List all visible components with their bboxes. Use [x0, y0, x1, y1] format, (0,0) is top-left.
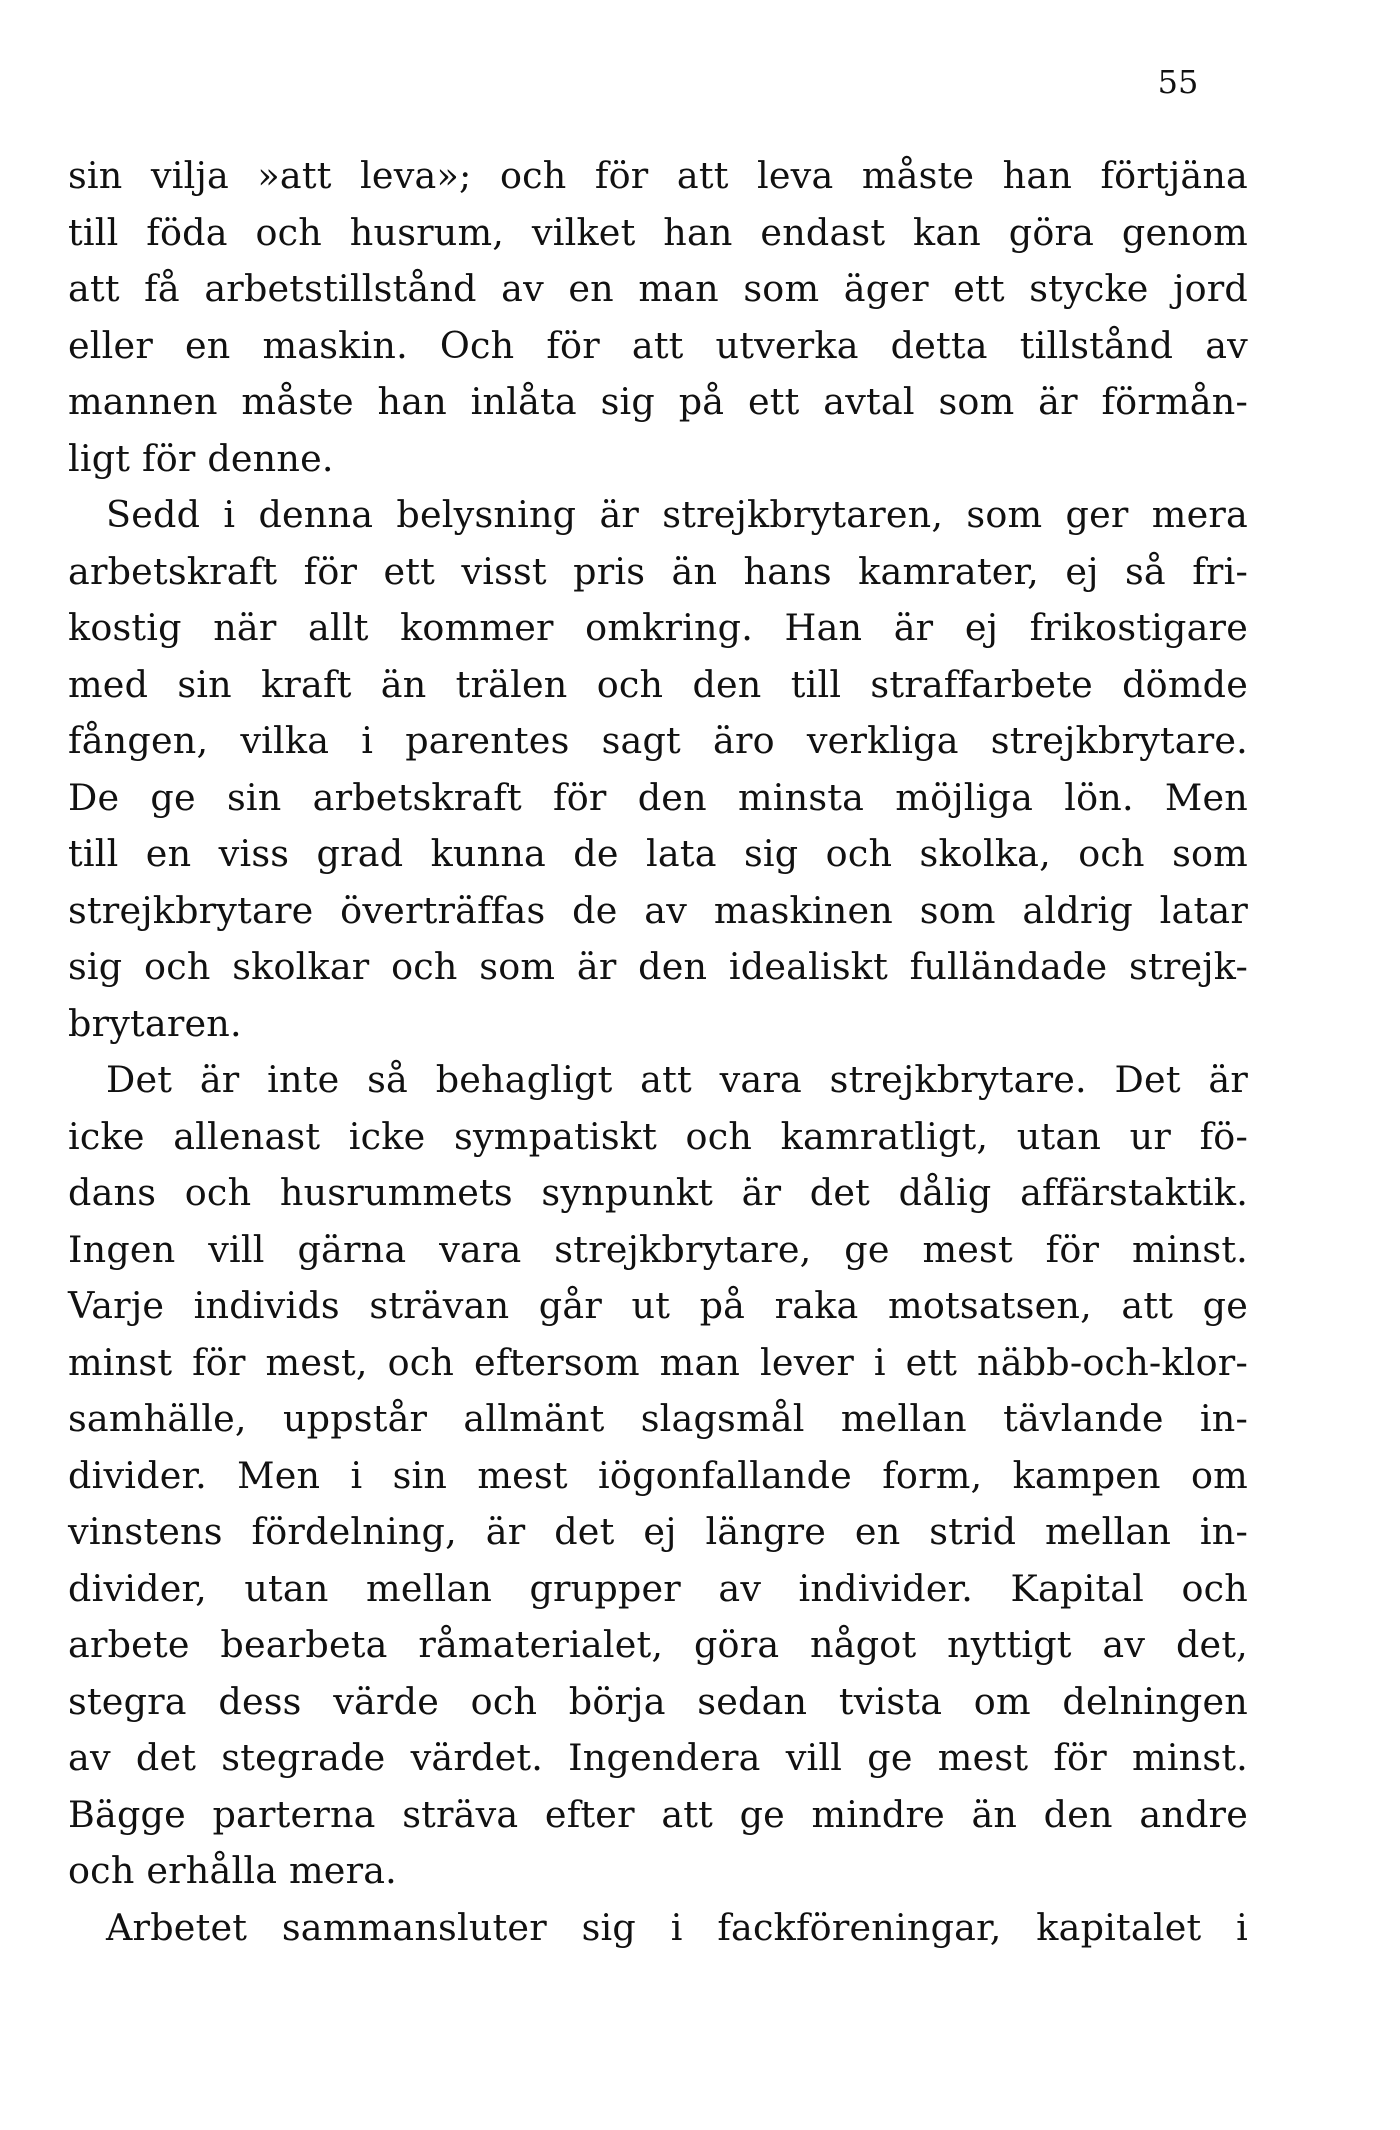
- text-line: fången, vilka i parentes sagt äro verkliga strejkbrytare.: [68, 719, 1248, 762]
- text-line: till en viss grad kunna de lata sig och skolka, och som: [68, 832, 1248, 875]
- text-line: sin vilja »att leva»; och för att leva måste han förtjäna: [68, 154, 1248, 197]
- page-number: 55: [1157, 63, 1199, 101]
- text-line: arbetskraft för ett visst pris än hans kamrater, ej så fri-: [68, 549, 1248, 593]
- text-line: att få arbetstillstånd av en man som äger ett stycke jord: [68, 267, 1248, 310]
- paragraph-2: [68, 487, 1248, 1052]
- text-line: Sedd i denna belysning är strejkbrytaren, som ger mera: [106, 493, 1248, 536]
- text-line: Det är inte så behagligt att vara strejkbrytare. Det är: [106, 1058, 1248, 1101]
- text-line: Ingen vill gärna vara strejkbrytare, ge mest för minst.: [68, 1227, 1248, 1271]
- text-line: divider. Men i sin mest iögonfallande form, kampen om: [68, 1453, 1248, 1497]
- text-line: ligt för denne.: [68, 436, 334, 480]
- text-line: arbete bearbeta råmaterialet, göra något nyttigt av det,: [68, 1623, 1248, 1666]
- text-line: Varje individs strävan går ut på raka motsatsen, att ge: [68, 1284, 1248, 1327]
- text-line: Arbetet sammansluter sig i fackföreningar, kapitalet i: [106, 1905, 1248, 1949]
- text-line: minst för mest, och eftersom man lever i ett näbb-och-klor-: [68, 1340, 1248, 1384]
- text-line: stegra dess värde och börja sedan tvista om delningen: [68, 1679, 1248, 1723]
- text-line: Bägge parterna sträva efter att ge mindre än den andre: [68, 1792, 1248, 1836]
- text-line: och erhålla mera.: [68, 1849, 397, 1892]
- text-line: De ge sin arbetskraft för den minsta möjliga lön. Men: [68, 775, 1248, 819]
- text-line: strejkbrytare överträffas de av maskinen som aldrig latar: [68, 888, 1248, 932]
- text-line: icke allenast icke sympatiskt och kamratligt, utan ur fö-: [68, 1114, 1248, 1158]
- text-line: av det stegrade värdet. Ingendera vill ge mest för minst.: [68, 1736, 1248, 1779]
- text-line: divider, utan mellan grupper av individer. Kapital och: [68, 1566, 1248, 1610]
- text-line: kostig när allt kommer omkring. Han är ej frikostigare: [68, 606, 1248, 649]
- text-line: dans och husrummets synpunkt är det dålig affärstaktik.: [68, 1171, 1248, 1214]
- text-line: vinstens fördelning, är det ej längre en strid mellan in-: [68, 1510, 1248, 1553]
- text-line: sig och skolkar och som är den idealiskt fulländade strejk-: [68, 945, 1248, 988]
- text-line: eller en maskin. Och för att utverka detta tillstånd av: [68, 323, 1248, 367]
- paragraph-4: [68, 1900, 1248, 1957]
- text-line: samhälle, uppstår allmänt slagsmål mellan tävlande in-: [68, 1397, 1248, 1440]
- text-line: brytaren.: [68, 1001, 242, 1045]
- paragraph-1: [68, 148, 1248, 487]
- body-text: [68, 148, 1248, 1956]
- text-line: mannen måste han inlåta sig på ett avtal som är förmån-: [68, 380, 1248, 423]
- text-line: till föda och husrum, vilket han endast kan göra genom: [68, 210, 1248, 254]
- text-line: med sin kraft än trälen och den till straffarbete dömde: [68, 662, 1248, 706]
- paragraph-3: [68, 1052, 1248, 1900]
